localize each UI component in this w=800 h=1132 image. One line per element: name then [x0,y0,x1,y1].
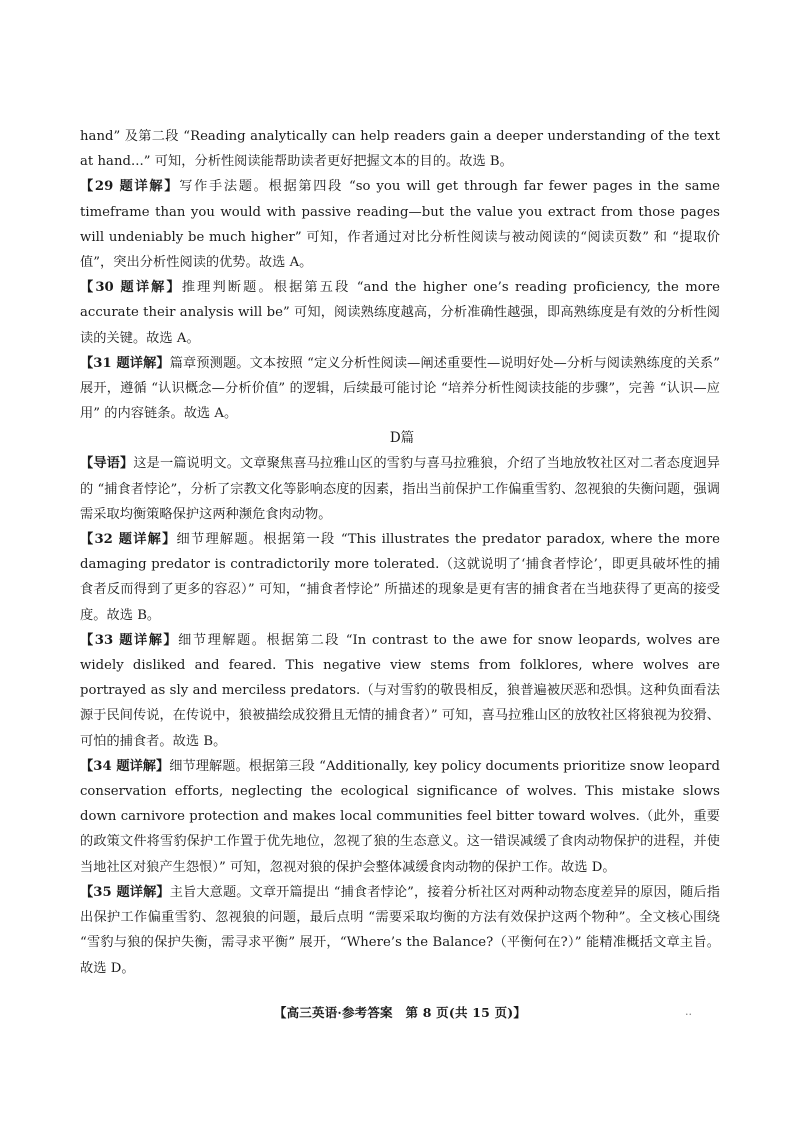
question-text-31: 篇章预测题。文本按照 “定义分析性阅读—阐述重要性—说明好处—分析与阅读熟练度的关系” 展开，遵循 “认识概念—分析价值” 的逻辑，后续最可能讨论 “培养分析性阅读技能的步骤”，完善 “认识—应用” 的内容链条。故选 A。 [80,355,721,422]
footer-mark: .. [685,1005,692,1018]
intro-text: 这是一篇说明文。文章聚焦喜马拉雅山区的雪豹与喜马拉雅狼，介绍了当地放牧社区对二者态度迥异的 “捕食者悖论”，分析了宗教文化等影响态度的因素，指出当前保护工作偏重雪豹、忽视狼的失衡问题，强调需采取均衡策略保护这两种濒危食肉动物。 [80,456,720,522]
question-tag-30: 【30 题详解】 [80,280,182,296]
paragraph-q28-continuation: hand” 及第二段 “Reading analytically can help readers gain a deeper understanding of the text at hand...” 可知，分析性阅读能帮助读者更好把握文本的目的。故选 B。 [80,129,720,170]
question-tag-35: 【35 题详解】 [80,884,170,900]
question-text-35: 主旨大意题。文章开篇提出 “捕食者悖论”，接着分析社区对两种动物态度差异的原因，随后指出保护工作偏重雪豹、忽视狼的问题，最后点明 “需要采取均衡的方法有效保护这两个物种”。全文核心围绕 “雪豹与狼的保护失衡，需寻求平衡” 展开，“Where’s the Balance?（平衡何在?）” 能精准概括文章主旨。故选 D。 [80,884,721,976]
question-text-34: 细节理解题。根据第三段 “Additionally, key policy documents prioritize snow leopard conservation efforts, neglecting the ecological significance of wolves. This mistake slows down carnivore protection and makes local communities feel bitter toward wolves.（此外，重要的政策文件将雪豹保护工作置于优先地位，忽视了狼的生态意义。这一错误减缓了食肉动物保护的进程，并使当地社区对狼产生怨恨）” 可知，忽视对狼的保护会整体减缓食肉动物的保护工作。故选 D。 [80,758,720,875]
paragraph-q32 [80,527,720,628]
paragraph-intro [80,451,720,527]
question-text-29: 写作手法题。根据第四段 “so you will get through far fewer pages in the same timeframe than you would with passive reading—but the value you extract from those pages will undeniably be much higher” 可知，作者通过对比分析性阅读与被动阅读的“阅读页数” 和 “提取价值”，突出分析性阅读的优势。故选 A。 [80,179,720,271]
question-tag-33: 【33 题详解】 [80,632,179,648]
question-tag-32: 【32 题详解】 [80,532,177,548]
question-text-30: 推理判断题。根据第五段 “and the higher one’s reading proficiency, the more accurate their analysis will be” 可知，阅读熟练度越高，分析准确性越强，即高熟练度是有效的分析性阅读的关键。故选 A。 [80,280,720,346]
paragraph-q34 [80,754,720,880]
paragraph-q33 [80,628,720,754]
paragraph-q35 [80,880,720,981]
intro-tag: 【导语】 [80,456,134,472]
question-text-32: 细节理解题。根据第一段 “This illustrates the predator paradox, where the more damaging predator is contradictorily more tolerated.（这就说明了‘捕食者悖论’，即更具破坏性的捕食者反而得到了更多的容忍）” 可知，“捕食者悖论” 所描述的现象是更有害的捕食者在当地获得了更高的接受度。故选 B。 [80,532,721,623]
page-footer: 【高三英语·参考答案 第 8 页(共 15 页)】 [273,1005,527,1020]
question-tag-29: 【29 题详解】 [80,179,180,195]
question-tag-31: 【31 题详解】 [80,355,170,371]
paragraph-q31 [80,351,720,427]
section-heading-d: D篇 [389,430,415,447]
paragraph-q30 [80,275,720,351]
question-tag-34: 【34 题详解】 [80,758,170,774]
answer-page [80,124,720,981]
question-text-33: 细节理解题。根据第二段 “In contrast to the awe for snow leopards, wolves are widely disliked and feared. This negative view stems from folklores, where wolves are portrayed as sly and merciless predators.（与对雪豹的敬畏相反，狼普遍被厌恶和恐惧。这种负面看法源于民间传说，在传说中，狼被描绘成狡猾且无情的捕食者）” 可知，喜马拉雅山区的放牧社区将狼视为狡猾、可怕的捕食者。故选 B。 [80,632,721,749]
paragraph-q29 [80,174,720,275]
